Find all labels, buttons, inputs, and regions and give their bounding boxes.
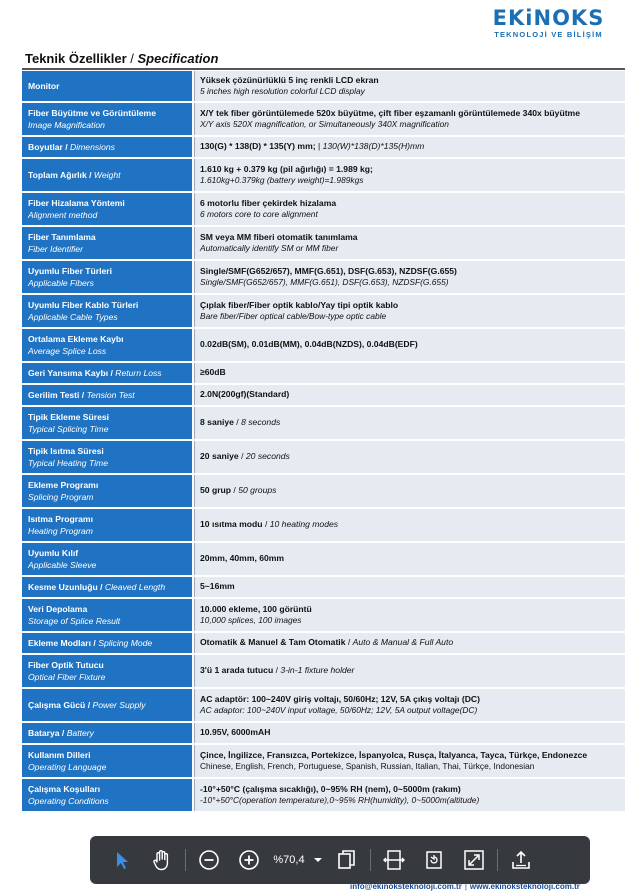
title-separator: /: [126, 51, 138, 66]
spec-value-tr: 10.000 ekleme, 100 görüntü: [200, 603, 312, 614]
spec-value: [200, 451, 620, 463]
spec-value-cell: [194, 655, 625, 687]
footer-separator: |: [464, 882, 467, 891]
footer-email[interactable]: info@ekinoksteknoloji.com.tr: [350, 882, 462, 891]
spec-value-cell: [194, 71, 625, 101]
spec-value-tr: 50 grup: [200, 485, 232, 496]
spec-label-en: Battery: [66, 728, 94, 738]
spec-label-en: Return Loss: [115, 368, 162, 378]
spec-label: [28, 299, 186, 311]
spec-label-cell: [22, 103, 194, 135]
spec-value-cell: [194, 599, 625, 631]
spec-value: [200, 198, 620, 210]
spec-value: [200, 266, 620, 278]
spec-value-cell: [194, 137, 625, 157]
spec-value-en: -10°+50°C(operation temperature),0~95% RH(humidity), 0~5000m(altitude): [200, 795, 480, 805]
spec-label: [28, 637, 186, 649]
title-en: Specification: [137, 51, 219, 66]
spec-label-cell: [22, 159, 194, 191]
hand-tool-button[interactable]: [142, 836, 182, 884]
spec-value-en: Auto & Manual & Full Auto: [352, 637, 454, 648]
spec-label: [28, 411, 186, 423]
spec-label-cell: [22, 329, 194, 361]
spec-value-cell: [194, 295, 625, 327]
rotate-page-icon: [423, 849, 445, 871]
spec-label-separator: /: [59, 728, 67, 738]
spec-value-en: 10,000 splices, 100 images: [200, 615, 302, 625]
spec-label: [28, 265, 186, 277]
spec-label-tr: Tipik Ekleme Süresi: [28, 412, 110, 422]
spec-label-tr: Isıtma Programı: [28, 514, 93, 524]
spec-label: [28, 367, 186, 379]
cursor-arrow-icon: [114, 850, 130, 870]
spec-label-cell: [22, 227, 194, 259]
spec-value-en: 8 seconds: [241, 417, 281, 428]
spec-label: [28, 333, 186, 345]
spec-value-cell: [194, 633, 625, 653]
spec-value: [200, 75, 620, 87]
spec-label-separator: /: [86, 170, 94, 180]
spec-label-en: Splicing Mode: [98, 638, 153, 648]
spec-label-tr: Uyumlu Fiber Kablo Türleri: [28, 300, 139, 310]
spec-label-en: Typical Heating Time: [28, 458, 108, 468]
spec-value-tr: AC adaptör: 100~240V giriş voltajı, 50/60Hz; 12V, 5A çıkış voltajı (DC): [200, 693, 480, 704]
spec-label-cell: [22, 577, 194, 597]
spec-label-cell: [22, 475, 194, 507]
spec-label-tr: Ortalama Ekleme Kaybı: [28, 334, 124, 344]
fit-width-button[interactable]: [374, 836, 414, 884]
spec-label-tr: Geri Yansıma Kaybı: [28, 368, 109, 378]
spec-value-cell: [194, 193, 625, 225]
spec-value: [200, 694, 620, 706]
spec-value-tr: X/Y tek fiber görüntülemede 520x büyütme, çift fiber eşzamanlı görüntülemede 340x büyütme: [200, 107, 580, 118]
spec-value-en: 130(W)*138(D)*135(H)mm: [322, 141, 425, 152]
spec-row: [22, 193, 625, 227]
spec-row: [22, 689, 625, 723]
pages-icon: [337, 849, 357, 871]
spec-value: [200, 553, 620, 565]
spec-value-tr: 10 ısıtma modu: [200, 519, 263, 530]
spec-label-tr: Toplam Ağırlık: [28, 170, 87, 180]
toolbar-divider: [185, 849, 186, 871]
spec-value-tr: 6 motorlu fiber çekirdek hizalama: [200, 197, 337, 208]
spec-label-separator: /: [91, 638, 99, 648]
copy-pages-button[interactable]: [327, 836, 367, 884]
spec-value: [200, 232, 620, 244]
spec-label: [28, 783, 186, 795]
spec-label-en: Power Supply: [92, 700, 146, 710]
spec-label: [28, 749, 186, 761]
spec-label-tr: Monitor: [28, 81, 60, 91]
spec-label-en: Typical Splicing Time: [28, 424, 109, 434]
spec-value-cell: [194, 689, 625, 721]
spec-label-en: Weight: [93, 170, 121, 180]
spec-label: [28, 659, 186, 671]
spec-value-cell: [194, 261, 625, 293]
spec-value-tr: 5~16mm: [200, 581, 235, 592]
fit-width-icon: [383, 849, 405, 871]
footer-website[interactable]: www.ekinoksteknoloji.com.tr: [469, 882, 580, 891]
spec-value: [200, 604, 620, 616]
toolbar-divider: [497, 849, 498, 871]
spec-value-tr: Otomatik & Manuel & Tam Otomatik: [200, 637, 346, 648]
rotate-button[interactable]: [414, 836, 454, 884]
spec-value-cell: [194, 363, 625, 383]
spec-value-separator: /: [345, 637, 353, 648]
spec-label-tr: Gerilim Testi: [28, 390, 80, 400]
spec-value: [200, 417, 620, 429]
spec-label: [28, 107, 186, 119]
spec-value-separator: |: [315, 141, 323, 152]
spec-value: [200, 367, 620, 379]
spec-label-cell: [22, 723, 194, 743]
spec-label-en: Average Splice Loss: [28, 346, 107, 356]
spec-value: [200, 339, 620, 351]
spec-label-cell: [22, 71, 194, 101]
spec-label: [28, 581, 186, 593]
spec-label: [28, 389, 186, 401]
logo-tagline: TEKNOLOJİ VE BİLİŞİM: [494, 30, 603, 39]
spec-value-en: Automatically identify SM or MM fiber: [200, 243, 339, 253]
spec-row: [22, 509, 625, 543]
spec-value-en: 3-in-1 fixture holder: [280, 665, 355, 676]
spec-row: [22, 723, 625, 745]
spec-label-tr: Fiber Optik Tutucu: [28, 660, 104, 670]
spec-value-tr: -10°+50°C (çalışma sıcaklığı), 0~95% RH (nem), 0~5000m (rakım): [200, 783, 461, 794]
spec-row: [22, 779, 625, 813]
spec-label-separator: /: [97, 582, 105, 592]
zoom-out-button[interactable]: [189, 836, 229, 884]
spec-value-separator: /: [233, 417, 242, 428]
spec-value-tr: Çıplak fiber/Fiber optik kablo/Yay tipi optik kablo: [200, 299, 399, 310]
spec-value: [200, 108, 620, 120]
spec-row: [22, 475, 625, 509]
spec-value-tr: 0.02dB(SM), 0.01dB(MM), 0.04dB(NZDS), 0.04dB(EDF): [200, 339, 418, 350]
spec-label-en: Storage of Splice Result: [28, 616, 121, 626]
spec-value: [200, 581, 620, 593]
spec-label: [28, 513, 186, 525]
spec-row: [22, 441, 625, 475]
spec-value-en: Chinese, English, French, Portuguese, Spanish, Russian, Italian, Thai, Türkçe, Indonesian: [200, 761, 535, 771]
spec-row: [22, 261, 625, 295]
spec-value-cell: [194, 407, 625, 439]
spec-value-separator: /: [238, 451, 246, 462]
spec-value-en: X/Y axis 520X magnification, or Simultaneously 340X magnification: [200, 119, 449, 129]
spec-label-cell: [22, 295, 194, 327]
spec-label-cell: [22, 633, 194, 653]
spec-label: [28, 197, 186, 209]
share-tray-icon: [510, 849, 532, 871]
spec-label: [28, 231, 186, 243]
spec-value: [200, 300, 620, 312]
spec-value-cell: [194, 509, 625, 541]
spec-value: [200, 485, 620, 497]
spec-row: [22, 137, 625, 159]
zoom-dropdown[interactable]: [309, 836, 327, 884]
spec-value: [200, 784, 620, 796]
toolbar-divider: [370, 849, 371, 871]
spec-value-cell: [194, 385, 625, 405]
spec-label-tr: Kullanım Dilleri: [28, 750, 91, 760]
spec-value-cell: [194, 723, 625, 743]
spec-label-cell: [22, 363, 194, 383]
spec-value-tr: 2.0N(200gf)(Standard): [200, 389, 290, 400]
spec-value-en: 1.610kg+0.379kg (battery weight)=1.989kgs: [200, 175, 364, 185]
logo-wordmark: EKiNOKS: [492, 6, 605, 30]
spec-value-cell: [194, 227, 625, 259]
spec-value-separator: /: [231, 485, 239, 496]
spec-label-en: Alignment method: [28, 210, 98, 220]
spec-value-en: 50 groups: [238, 485, 277, 496]
zoom-in-button[interactable]: [229, 836, 269, 884]
spec-value-cell: [194, 745, 625, 777]
spec-label-cell: [22, 779, 194, 811]
spec-value: [200, 519, 620, 531]
spec-label-tr: Fiber Hizalama Yöntemi: [28, 198, 125, 208]
spec-label-cell: [22, 261, 194, 293]
spec-value-cell: [194, 577, 625, 597]
spec-value-cell: [194, 779, 625, 811]
spec-value: [200, 141, 620, 153]
spec-value-cell: [194, 329, 625, 361]
spec-label-tr: Uyumlu Kılıf: [28, 548, 79, 558]
spec-value-separator: /: [262, 519, 270, 530]
spec-label: [28, 603, 186, 615]
spec-value-tr: 8 saniye: [200, 417, 234, 428]
spec-label-en: Operating Conditions: [28, 796, 109, 806]
spec-label-en: Applicable Sleeve: [28, 560, 97, 570]
spec-label-cell: [22, 509, 194, 541]
spec-label-tr: Fiber Tanımlama: [28, 232, 96, 242]
spec-label: [28, 445, 186, 457]
spec-value-tr: ≥60dB: [200, 367, 226, 378]
fullscreen-button[interactable]: [454, 836, 494, 884]
spec-label-tr: Kesme Uzunluğu: [28, 582, 98, 592]
spec-label-cell: [22, 543, 194, 575]
spec-row: [22, 363, 625, 385]
spec-value: [200, 637, 620, 649]
spec-value-separator: /: [273, 665, 281, 676]
spec-row: [22, 577, 625, 599]
spec-value: [200, 389, 620, 401]
spec-value-tr: 130(G) * 138(D) * 135(Y) mm;: [200, 141, 316, 152]
hand-icon: [152, 849, 172, 871]
spec-value-tr: 1.610 kg + 0.379 kg (pil ağırlığı) = 1.989 kg;: [200, 163, 373, 174]
spec-value: [200, 727, 620, 739]
spec-label: [28, 479, 186, 491]
spec-label-separator: /: [85, 700, 93, 710]
spec-label-en: Heating Program: [28, 526, 93, 536]
spec-label-en: Tension Test: [86, 390, 135, 400]
spec-label-separator: /: [79, 390, 87, 400]
spec-row: [22, 745, 625, 779]
spec-row: [22, 329, 625, 363]
spec-value-cell: [194, 159, 625, 191]
page-title: [25, 51, 218, 66]
spec-label-tr: Tipik Isıtma Süresi: [28, 446, 104, 456]
spec-label-en: Applicable Fibers: [28, 278, 94, 288]
spec-row: [22, 599, 625, 633]
spec-label: [28, 727, 186, 739]
spec-row: [22, 385, 625, 407]
spec-label: [28, 80, 186, 92]
spec-label-cell: [22, 137, 194, 157]
spec-value-cell: [194, 441, 625, 473]
spec-value-en: 10 heating modes: [269, 519, 339, 530]
expand-icon: [463, 849, 485, 871]
spec-label-en: Fiber Identifier: [28, 244, 83, 254]
spec-label-cell: [22, 193, 194, 225]
spec-value: [200, 750, 620, 762]
spec-label-separator: /: [62, 142, 71, 152]
spec-label-en: Image Magnification: [28, 120, 105, 130]
spec-label-tr: Veri Depolama: [28, 604, 88, 614]
spec-label-cell: [22, 441, 194, 473]
footer-contact: [350, 882, 580, 891]
spec-value: [200, 164, 620, 176]
spec-label-cell: [22, 407, 194, 439]
spec-label-tr: Uyumlu Fiber Türleri: [28, 266, 113, 276]
spec-value-en: AC adaptor: 100~240V input voltage, 50/60Hz; 12V, 5A output voltage(DC): [200, 705, 478, 715]
spec-value-tr: Çince, İngilizce, Fransızca, Portekizce, İspanyolca, Rusça, İtalyanca, Tayca, Türkçe, Endonezce: [200, 749, 588, 760]
spec-label-tr: Çalışma Koşulları: [28, 784, 101, 794]
spec-value: [200, 665, 620, 677]
spec-value-tr: 3'ü 1 arada tutucu: [200, 665, 274, 676]
spec-value-tr: 20mm, 40mm, 60mm: [200, 553, 285, 564]
spec-row: [22, 227, 625, 261]
spec-label-tr: Ekleme Programı: [28, 480, 99, 490]
spec-row: [22, 543, 625, 577]
spec-label: [28, 699, 186, 711]
spec-label-cell: [22, 655, 194, 687]
spec-label-en: Cleaved Length: [104, 582, 166, 592]
spec-label-cell: [22, 745, 194, 777]
spec-row: [22, 159, 625, 193]
spec-value-tr: 20 saniye: [200, 451, 239, 462]
spec-row: [22, 407, 625, 441]
company-logo: [486, 6, 611, 39]
spec-value-en: Single/SMF(G652/657), MMF(G.651), DSF(G.653), NZDSF(G.655): [200, 277, 449, 287]
pdf-viewer-toolbar: [90, 836, 590, 884]
spec-label-tr: Ekleme Modları: [28, 638, 92, 648]
spec-value-en: 20 seconds: [245, 451, 290, 462]
spec-label-tr: Fiber Büyütme ve Görüntüleme: [28, 108, 156, 118]
spec-label-tr: Boyutlar: [28, 142, 63, 152]
spec-row: [22, 295, 625, 329]
spec-value-cell: [194, 475, 625, 507]
spec-label: [28, 169, 186, 181]
spec-table: [22, 71, 625, 813]
zoom-in-icon: [238, 849, 260, 871]
spec-value-cell: [194, 543, 625, 575]
spec-label: [28, 547, 186, 559]
caret-down-icon: [313, 857, 323, 863]
spec-label-cell: [22, 385, 194, 405]
spec-value-en: 6 motors core to core alignment: [200, 209, 318, 219]
spec-row: [22, 633, 625, 655]
spec-label-en: Operating Language: [28, 762, 107, 772]
spec-label-tr: Çalışma Gücü: [28, 700, 86, 710]
zoom-out-icon: [198, 849, 220, 871]
spec-value-tr: 10.95V, 6000mAH: [200, 727, 271, 738]
spec-value-tr: SM veya MM fiberi otomatik tanımlama: [200, 231, 358, 242]
spec-value-tr: Yüksek çözünürlüklü 5 inç renkli LCD ekran: [200, 74, 379, 85]
spec-label-en: Dimensions: [70, 142, 115, 152]
spec-label-en: Applicable Cable Types: [28, 312, 118, 322]
spec-label-en: Splicing Program: [28, 492, 94, 502]
spec-row: [22, 655, 625, 689]
spec-value-cell: [194, 103, 625, 135]
zoom-level[interactable]: %70,4: [273, 854, 305, 866]
spec-value-tr: Single/SMF(G652/657), MMF(G.651), DSF(G.653), NZDSF(G.655): [200, 265, 457, 276]
spec-value-en: Bare fiber/Fiber optical cable/Bow-type optic cable: [200, 311, 387, 321]
spec-label-separator: /: [108, 368, 116, 378]
spec-label-en: Optical Fiber Fixture: [28, 672, 106, 682]
spec-row: [22, 103, 625, 137]
spec-label-cell: [22, 599, 194, 631]
spec-label: [28, 141, 186, 153]
title-rule: [22, 68, 625, 70]
spec-value-en: 5 inches high resolution colorful LCD display: [200, 86, 365, 96]
spec-label-tr: Batarya: [28, 728, 60, 738]
download-button[interactable]: [501, 836, 541, 884]
spec-label-cell: [22, 689, 194, 721]
spec-row: [22, 71, 625, 103]
title-tr: Teknik Özellikler: [25, 51, 127, 66]
select-tool-button[interactable]: [102, 836, 142, 884]
